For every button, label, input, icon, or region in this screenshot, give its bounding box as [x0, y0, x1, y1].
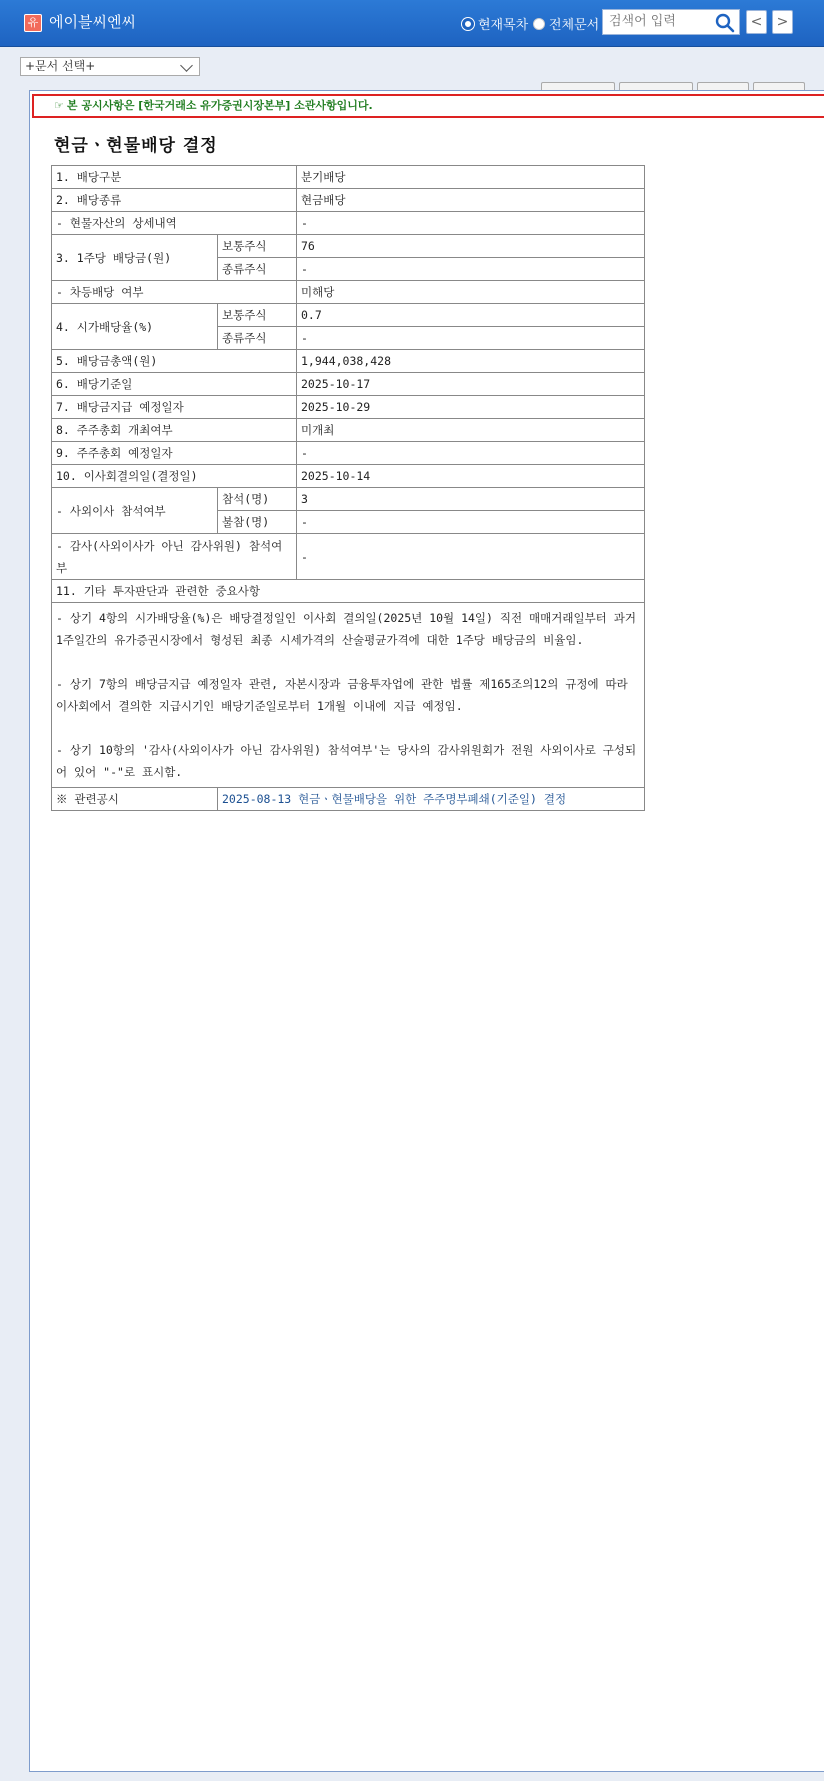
row-value: -	[297, 442, 645, 465]
row-value: 미해당	[297, 281, 645, 304]
row-value: 미개최	[297, 419, 645, 442]
next-result-button[interactable]: >	[772, 10, 793, 34]
row-sublabel: 보통주식	[218, 304, 297, 327]
document-select-value: +문서 선택+	[25, 59, 96, 73]
row-label: - 감사(사외이사가 아닌 감사위원) 참석여부	[52, 534, 297, 580]
table-row	[52, 488, 645, 511]
row-value: 0.7	[297, 304, 645, 327]
table-row	[52, 465, 645, 488]
row-value: -	[297, 258, 645, 281]
row-value: 1,944,038,428	[297, 350, 645, 373]
row-label: 5. 배당금총액(원)	[52, 350, 297, 373]
row-sublabel: 불참(명)	[218, 511, 297, 534]
row-value: -	[297, 511, 645, 534]
notes-cell	[52, 603, 645, 788]
row-label: - 차등배당 여부	[52, 281, 297, 304]
pointing-hand-icon: ☞	[54, 99, 64, 112]
table-row	[52, 166, 645, 189]
row-label: 2. 배당종류	[52, 189, 297, 212]
search-input[interactable]	[603, 11, 719, 33]
row-label: 4. 시가배당율(%)	[52, 304, 218, 350]
radio-current-section[interactable]	[462, 14, 528, 33]
row-label: 3. 1주당 배당금(원)	[52, 235, 218, 281]
row-value: -	[297, 327, 645, 350]
search-icon[interactable]	[715, 13, 735, 33]
notice-text: 본 공시사항은 [한국거래소 유가증권시장본부] 소관사항입니다.	[66, 99, 373, 112]
row-sublabel: 종류주식	[218, 258, 297, 281]
row-value: 분기배당	[297, 166, 645, 189]
row-label: 6. 배당기준일	[52, 373, 297, 396]
row-value: -	[297, 212, 645, 235]
radio-all-label: 전체문서	[549, 18, 600, 33]
row-value: 2025-10-17	[297, 373, 645, 396]
note-paragraph: - 상기 4항의 시가배당율(%)은 배당결정일인 이사회 결의일(2025년 10월 14일) 직전 매매거래일부터 과거 1주일간의 유가증권시장에서 형성된 최종 시세가격의 산술평균가격에 대한 1주당 배당금의 비율임.	[56, 611, 636, 647]
radio-all-documents[interactable]	[533, 14, 599, 33]
company-name[interactable]: 에이블씨엔씨	[49, 13, 136, 31]
note-paragraph: - 상기 7항의 배당금지급 예정일자 관련, 자본시장과 금융투자업에 관한 법률 제165조의12의 규정에 따라 이사회에서 결의한 지급시기인 배당기준일로부터 1개월 이내에 지급 예정임.	[56, 677, 628, 713]
table-row	[52, 189, 645, 212]
note-paragraph: - 상기 10항의 '감사(사외이사가 아닌 감사위원) 참석여부'는 당사의 감사위원회가 전원 사외이사로 구성되어 있어 "-"로 표시함.	[56, 743, 637, 779]
table-row	[52, 304, 645, 327]
row-value: 76	[297, 235, 645, 258]
radio-current-label: 현재목차	[478, 18, 529, 33]
row-label: 7. 배당금지급 예정일자	[52, 396, 297, 419]
related-label: ※ 관련공시	[52, 788, 218, 811]
table-row	[52, 442, 645, 465]
prev-result-button[interactable]: <	[746, 10, 767, 34]
page-title: 현금ㆍ현물배당 결정	[54, 136, 218, 156]
radio-selected-icon[interactable]	[462, 18, 474, 30]
table-row	[52, 281, 645, 304]
document-select[interactable]	[20, 57, 200, 76]
table-row	[52, 788, 645, 811]
table-row	[52, 350, 645, 373]
table-row	[52, 534, 645, 580]
row-value: 3	[297, 488, 645, 511]
table-row	[52, 235, 645, 258]
radio-unselected-icon[interactable]	[533, 18, 545, 30]
row-sublabel: 종류주식	[218, 327, 297, 350]
jurisdiction-notice	[32, 94, 824, 118]
table-row	[52, 419, 645, 442]
row-sublabel: 참석(명)	[218, 488, 297, 511]
row-value: 2025-10-14	[297, 465, 645, 488]
row-label: 1. 배당구분	[52, 166, 297, 189]
chevron-down-icon	[180, 59, 193, 72]
row-label: 11. 기타 투자판단과 관련한 중요사항	[52, 580, 645, 603]
table-row	[52, 580, 645, 603]
related-disclosure-link[interactable]: 2025-08-13 현금ㆍ현물배당을 위한 주주명부폐쇄(기준일) 결정	[218, 788, 645, 811]
table-row	[52, 373, 645, 396]
row-label: 10. 이사회결의일(결정일)	[52, 465, 297, 488]
top-header	[0, 0, 824, 47]
document-viewer	[29, 90, 824, 1772]
row-label: - 사외이사 참석여부	[52, 488, 218, 534]
row-label: - 현물자산의 상세내역	[52, 212, 297, 235]
table-row	[52, 603, 645, 788]
company-logo-icon: 유	[24, 14, 42, 32]
table-row	[52, 212, 645, 235]
row-value: 현금배당	[297, 189, 645, 212]
row-label: 8. 주주총회 개최여부	[52, 419, 297, 442]
row-label: 9. 주주총회 예정일자	[52, 442, 297, 465]
row-value: -	[297, 534, 645, 580]
row-value: 2025-10-29	[297, 396, 645, 419]
row-sublabel: 보통주식	[218, 235, 297, 258]
search-box	[602, 9, 740, 35]
table-row	[52, 396, 645, 419]
dividend-table	[51, 165, 645, 811]
